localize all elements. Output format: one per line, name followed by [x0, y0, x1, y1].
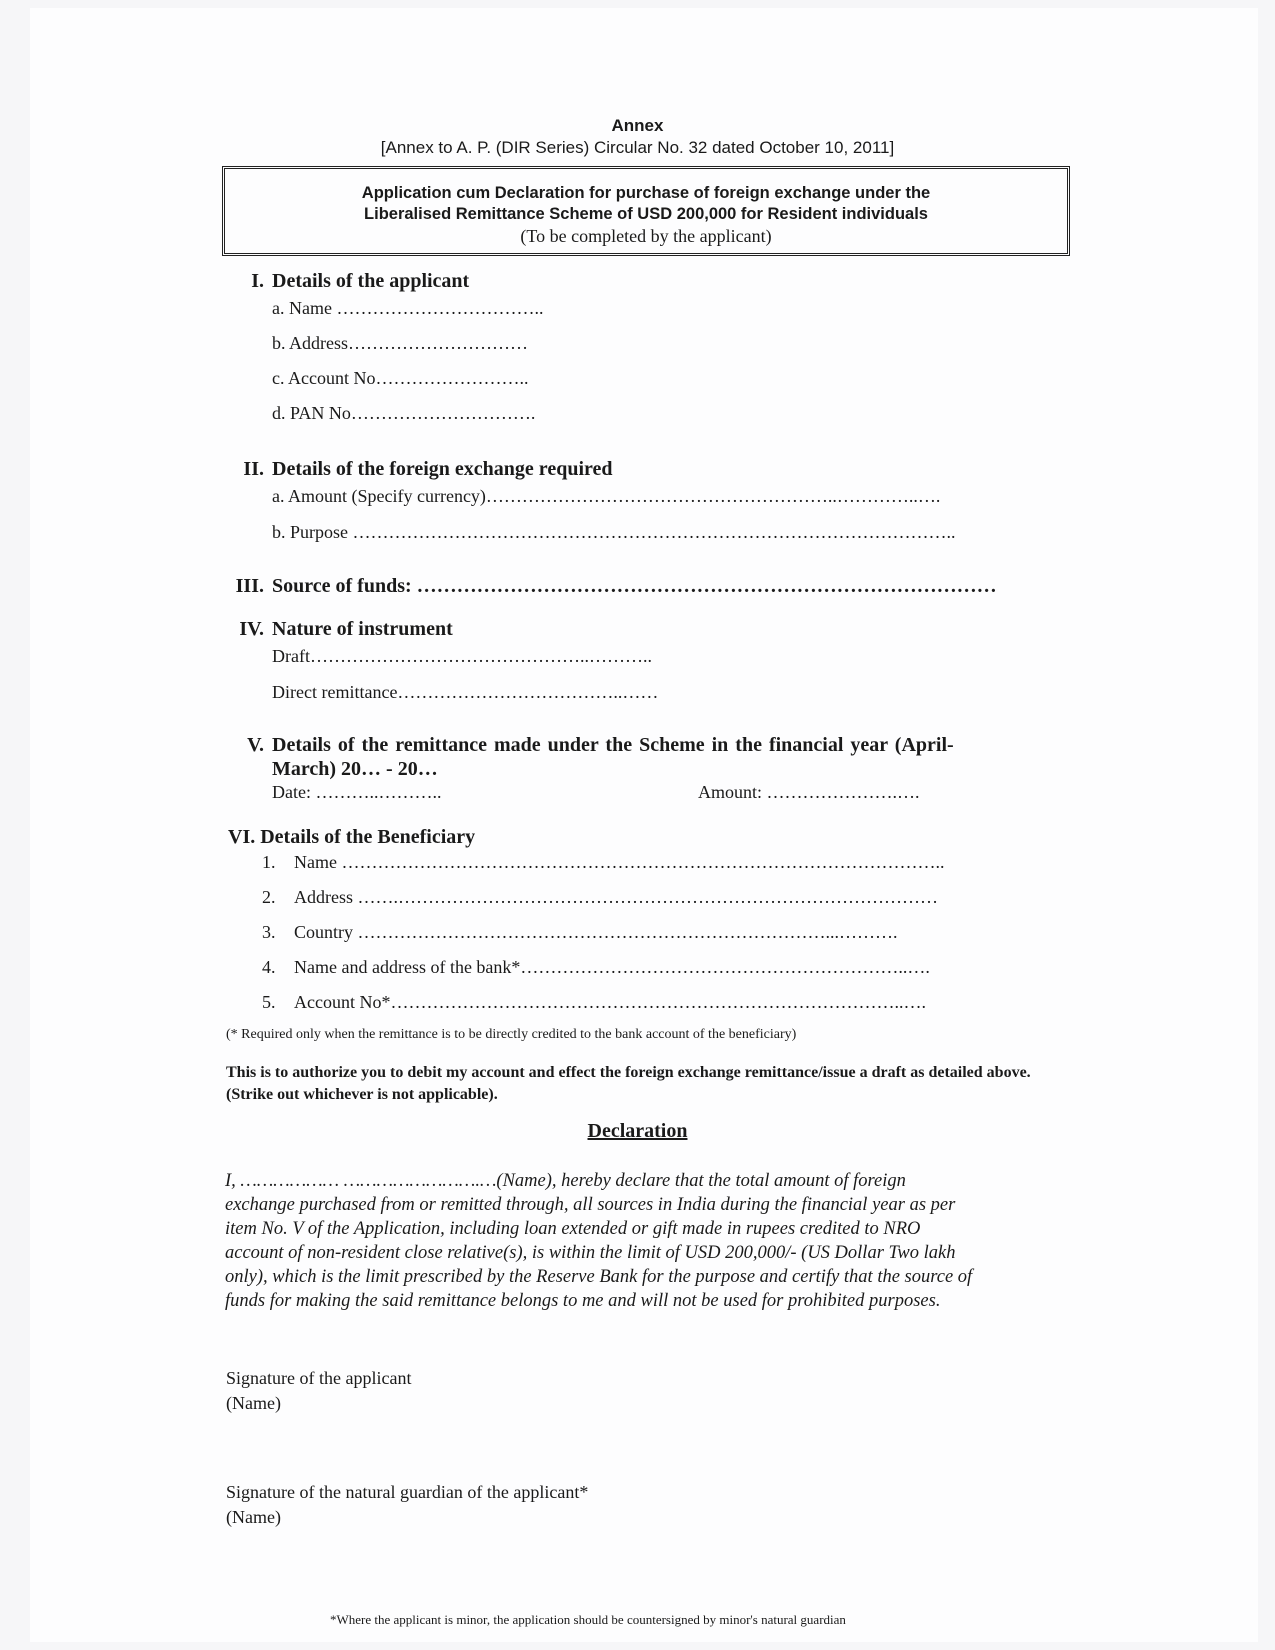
item-text: Address …….………………………………………………………………………………	[294, 887, 938, 907]
declaration-line: item No. V of the Application, including loan extended or gift made in rupees credited to NRO	[225, 1219, 921, 1239]
form-title-line2: Liberalised Remittance Scheme of USD 200,000 for Resident individuals	[364, 205, 928, 223]
guardian-signature-label: Signature of the natural guardian of the applicant*	[226, 1482, 589, 1502]
remittance-date-field[interactable]: Date: ………..………..	[272, 782, 442, 802]
forex-amount-field[interactable]: a. Amount (Specify currency)…………………………………………………..…………..….	[272, 486, 941, 506]
applicant-name-field[interactable]: a. Name ……………………………..	[272, 298, 544, 318]
section-title: Details of the applicant	[272, 270, 470, 292]
item-number: 3.	[262, 922, 276, 942]
authorization-statement: This is to authorize you to debit my account and effect the foreign exchange remittance/issue a draft as detailed above. (Strike out whichever is not applicable).	[226, 1064, 1031, 1103]
section-title: Source of funds: ……………………………………………………………………………	[272, 575, 997, 597]
beneficiary-account-field[interactable]	[262, 992, 926, 1013]
applicant-name-label: (Name)	[226, 1393, 281, 1413]
form-title-instruction: (To be completed by the applicant)	[520, 226, 772, 246]
section-number: III.	[235, 575, 264, 597]
guardian-signature-block[interactable]	[226, 1480, 588, 1530]
circular-reference: [Annex to A. P. (DIR Series) Circular No. 32 dated October 10, 2011]	[380, 138, 895, 157]
item-number: 4.	[262, 957, 276, 977]
section-number: I.	[251, 270, 264, 292]
applicant-account-field[interactable]: c. Account No……………………..	[272, 368, 529, 388]
instrument-draft-field[interactable]: Draft………………………………………..………..	[272, 646, 652, 666]
beneficiary-address-field[interactable]	[262, 887, 938, 908]
remittance-amount-field[interactable]: Amount: ………………….….	[698, 782, 920, 802]
item-number: 2.	[262, 887, 276, 907]
section-title: Details of the remittance made under the Scheme in the financial year (April-	[272, 734, 954, 756]
item-text: Name and address of the bank*………………………………………………………..….	[294, 957, 930, 977]
declaration-heading: Declaration	[587, 1120, 688, 1142]
declaration-line: only), which is the limit prescribed by the Reserve Bank for the purpose and certify that the source of	[225, 1267, 973, 1287]
beneficiary-name-field[interactable]	[262, 852, 944, 873]
applicant-signature-label: Signature of the applicant	[226, 1368, 412, 1388]
section-number: V.	[247, 734, 264, 756]
applicant-pan-field[interactable]: d. PAN No………………………….	[272, 403, 536, 423]
section-title: Details of the foreign exchange required	[272, 458, 613, 480]
applicant-signature-block[interactable]	[226, 1366, 411, 1416]
form-title-box	[222, 166, 1070, 256]
section-source-funds[interactable]	[222, 575, 997, 598]
declaration-line: exchange purchased from or remitted through, all sources in India during the financial year as per	[225, 1195, 956, 1215]
item-text: Name ………………………………………………………………………………………..	[294, 852, 945, 872]
guardian-name-label: (Name)	[226, 1507, 281, 1527]
section-remittance-heading-cont: March) 20… - 20…	[272, 758, 438, 780]
item-number: 5.	[262, 992, 276, 1012]
forex-purpose-field[interactable]: b. Purpose ………………………………………………………………………………………..	[272, 522, 956, 542]
section-applicant-heading	[222, 270, 469, 293]
section-instrument-heading	[222, 618, 453, 641]
declaration-line: funds for making the said remittance belongs to me and will not be used for prohibited purposes.	[225, 1291, 941, 1311]
declaration-line: I, ……………… …………………….…(Name), hereby declare that the total amount of foreign	[225, 1171, 906, 1191]
section-beneficiary-heading: VI. Details of the Beneficiary	[228, 826, 476, 848]
section-title: Nature of instrument	[272, 618, 453, 640]
section-remittance-heading	[222, 734, 954, 757]
form-title-line1: Application cum Declaration for purchase of foreign exchange under the	[361, 184, 931, 202]
item-text: Country ……………………………………………………………………...……….	[294, 922, 898, 942]
minor-footnote: *Where the applicant is minor, the application should be countersigned by minor's natural guardian	[330, 1612, 846, 1627]
declaration-body	[225, 1169, 1075, 1313]
section-number: IV.	[239, 618, 264, 640]
section-forex-heading	[222, 458, 613, 481]
item-text: Account No*…………………………………………………………………………..….	[294, 992, 926, 1012]
section-number: II.	[243, 458, 264, 480]
annex-title: Annex	[611, 116, 664, 135]
instrument-direct-remittance-field[interactable]: Direct remittance………………………………..……	[272, 682, 659, 702]
declaration-line: account of non-resident close relative(s), is within the limit of USD 200,000/- (US Dollar Two lakh	[225, 1243, 956, 1263]
beneficiary-note: (* Required only when the remittance is to be directly credited to the bank account of the beneficiary)	[226, 1027, 797, 1042]
applicant-address-field[interactable]: b. Address…………………………	[272, 333, 528, 353]
item-number: 1.	[262, 852, 276, 872]
beneficiary-country-field[interactable]	[262, 922, 898, 943]
beneficiary-bank-field[interactable]	[262, 957, 930, 978]
